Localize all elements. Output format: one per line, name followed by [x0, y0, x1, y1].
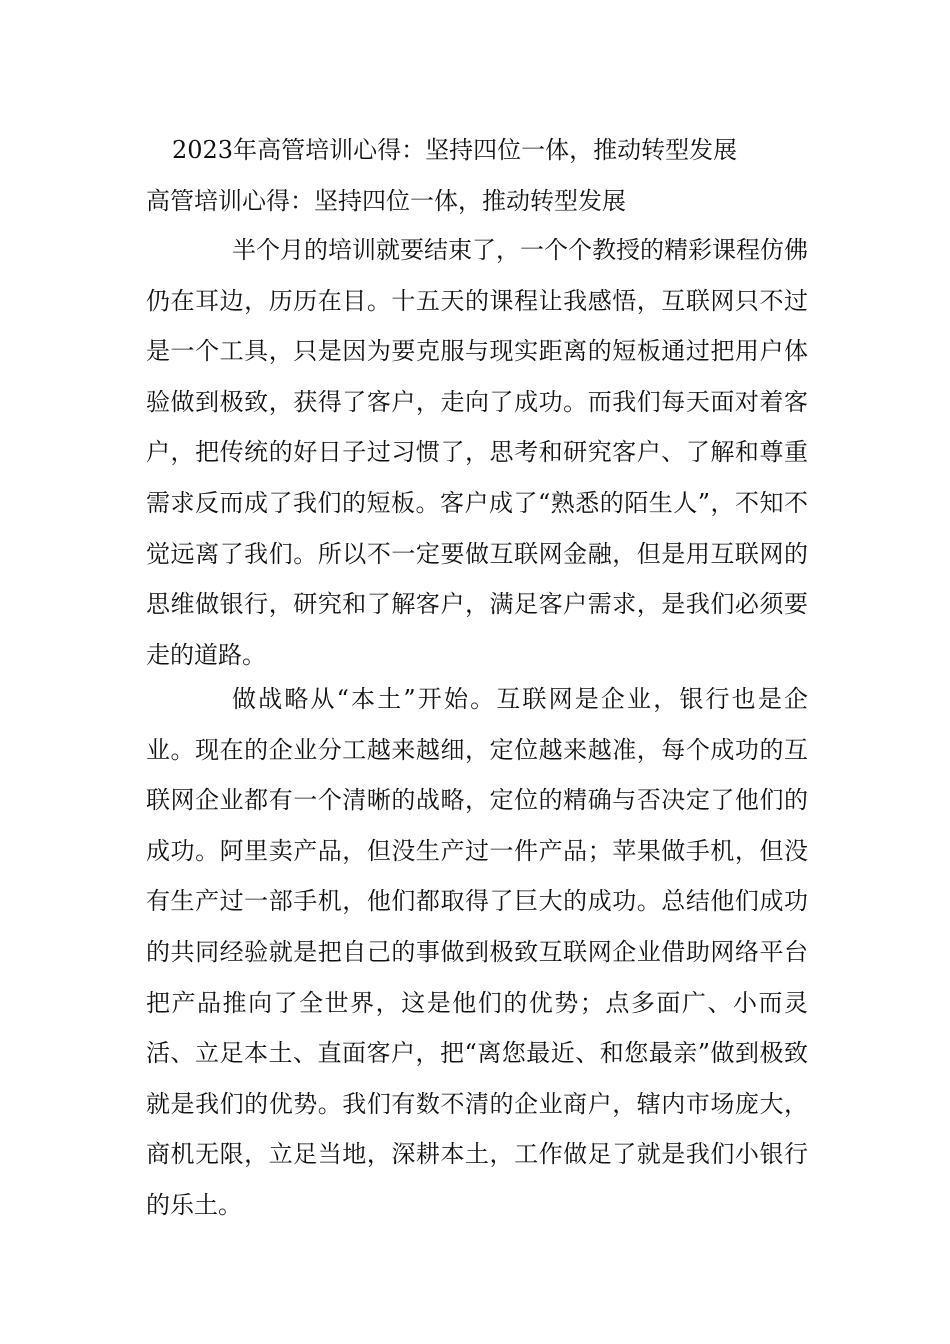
paragraph-2: 做战略从“本土”开始。互联网是企业，银行也是企业。现在的企业分工越来越细，定位越来越准，每个成功的互联网企业都有一个清晰的战略，定位的精确与否决定了他们的成功。阿里卖产品，但没生产过一件产品；苹果做手机，但没有生产过一部手机，他们都取得了巨大的成功。总结他们成功的共同经验就是把自己的事做到极致互联网企业借助网络平台把产品推向了全世界，这是他们的优势；点多面广、小而灵活、立足本土、直面客户，把“离您最近、和您最亲”做到极致就是我们的优势。我们有数不清的企业商户，辖内市场庞大，商机无限，立足当地，深耕本土，工作做足了就是我们小银行的乐土。 — [146, 685, 808, 1219]
document-subtitle: 高管培训心得：坚持四位一体，推动转型发展 — [146, 187, 626, 215]
document-title: 2023年高管培训心得：坚持四位一体，推动转型发展 — [172, 136, 738, 164]
paragraph-1: 半个月的培训就要结束了，一个个教授的精彩课程仿佛仍在耳边，历历在目。十五天的课程让我感悟，互联网只不过是一个工具，只是因为要克服与现实距离的短板通过把用户体验做到极致，获得了客户，走向了成功。而我们每天面对着客户，把传统的好日子过习惯了，思考和研究客户、了解和尊重需求反而成了我们的短板。客户成了“熟悉的陌生人”，不知不觉远离了我们。所以不一定要做互联网金融，但是用互联网的思维做银行，研究和了解客户，满足客户需求，是我们必须要走的道路。 — [146, 236, 808, 669]
